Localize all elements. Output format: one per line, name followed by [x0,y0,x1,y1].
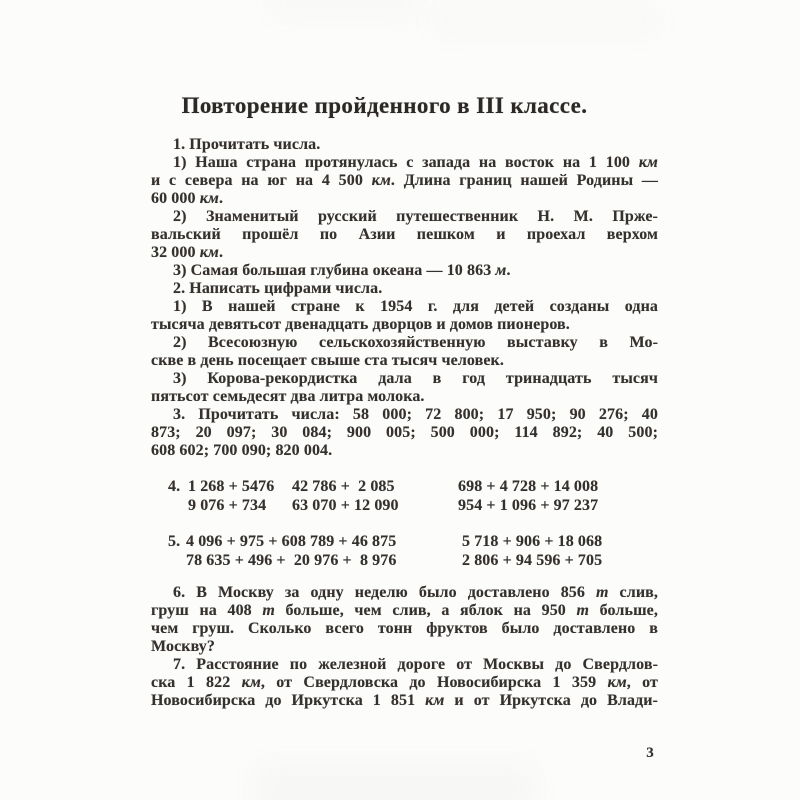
paragraph [151,370,658,406]
paragraph [151,584,658,656]
text-line: тысяча девятьсот двенадцать дворцов и домов пионеров. [151,316,570,333]
page-body [151,136,658,710]
text-line: груш на 408 т больше, чем слив, а яблок на 950 т больше, [151,602,658,619]
math-expression: 4 096 + 975 + 608 789 + 46 875 [186,533,397,550]
text-line: вальский прошёл по Азии пешком и проехал верхом [151,226,658,243]
text-line: 2. Написать цифрами числа. [173,280,383,297]
text-line: 60 000 км. [151,190,224,207]
paragraph [151,334,658,370]
math-expression: 5 718 + 906 + 18 068 [462,533,603,550]
exercise-column [462,532,602,570]
paragraph [151,262,658,280]
text-line: 2) Всесоюзную сельскохозяйственную выставку в Мо- [173,334,658,351]
paragraph [151,154,658,208]
scan-smudge [270,0,420,14]
math-expression: 78 635 + 496 + 20 976 + 8 976 [186,552,397,569]
text-line: 2) Знаменитый русский путешественник Н. М. Прже- [173,208,658,225]
exercise-column [458,477,598,515]
text-line: 1) Наша страна протянулась с запада на восток на 1 100 км [173,154,658,171]
text-line: 3) Корова-рекордистка дала в год тринадцать тысяч [173,370,658,387]
math-expression: 954 + 1 096 + 97 237 [458,497,599,514]
paragraph [151,208,658,262]
paragraph [151,406,658,460]
text-line: и с севера на юг на 4 500 км. Длина границ нашей Родины — [151,172,658,189]
math-expression: 2 806 + 94 596 + 705 [462,552,603,569]
exercise-row-5 [151,532,658,570]
text-line: 1) В нашей стране к 1954 г. для детей созданы одна [173,298,658,315]
exercise-number: 5. [168,533,181,550]
text-line: 3. Прочитать числа: 58 000; 72 800; 17 950; 90 276; 40 [173,406,658,423]
text-line: 7. Расстояние по железной дороге от Москвы до Свердлов- [173,656,658,673]
text-line: 1. Прочитать числа. [173,136,321,153]
page-number: 3 [646,745,654,761]
exercise-row-4 [151,477,658,515]
math-expression: 1 268 + 5476 [188,478,275,495]
text-line: Новосибирска до Иркутска 1 851 км и от Иркутска до Влади- [151,692,658,709]
text-line: 608 602; 700 090; 820 004. [151,442,333,459]
exercise-column [186,532,396,570]
math-expression: 9 076 + 734 [188,497,267,514]
paragraph [151,298,658,334]
exercise-number: 4. [168,478,181,495]
exercise-column [188,477,274,515]
math-expression: 698 + 4 728 + 14 008 [458,478,599,495]
math-expression: 42 786 + 2 085 [292,478,395,495]
exercise-column [292,477,399,515]
scan-smudge [255,765,535,800]
math-expression: 63 070 + 12 090 [292,497,399,514]
text-line: скве в день посещает свыше ста тысяч человек. [151,352,504,369]
text-line: ска 1 822 км, от Свердловска до Новосибирска 1 359 км, от [151,674,658,691]
page-title: Повторение пройденного в III классе. [181,93,588,118]
text-line: 32 000 км. [151,244,224,261]
paragraph [151,656,658,710]
paragraph [151,280,658,298]
text-line: 3) Самая большая глубина океана — 10 863 м. [173,262,511,279]
text-line: 6. В Москву за одну неделю было доставлено 856 т слив, [173,584,658,601]
scan-smudge [430,8,660,34]
text-line: пятьсот семьдесят два литра молока. [151,388,425,405]
text-line: чем груш. Сколько всего тонн фруктов было доставлено в [151,620,658,637]
paragraph [151,136,658,154]
text-line: 873; 20 097; 30 084; 900 005; 500 000; 114 892; 40 500; [151,424,658,441]
text-line: Москву? [151,638,216,655]
